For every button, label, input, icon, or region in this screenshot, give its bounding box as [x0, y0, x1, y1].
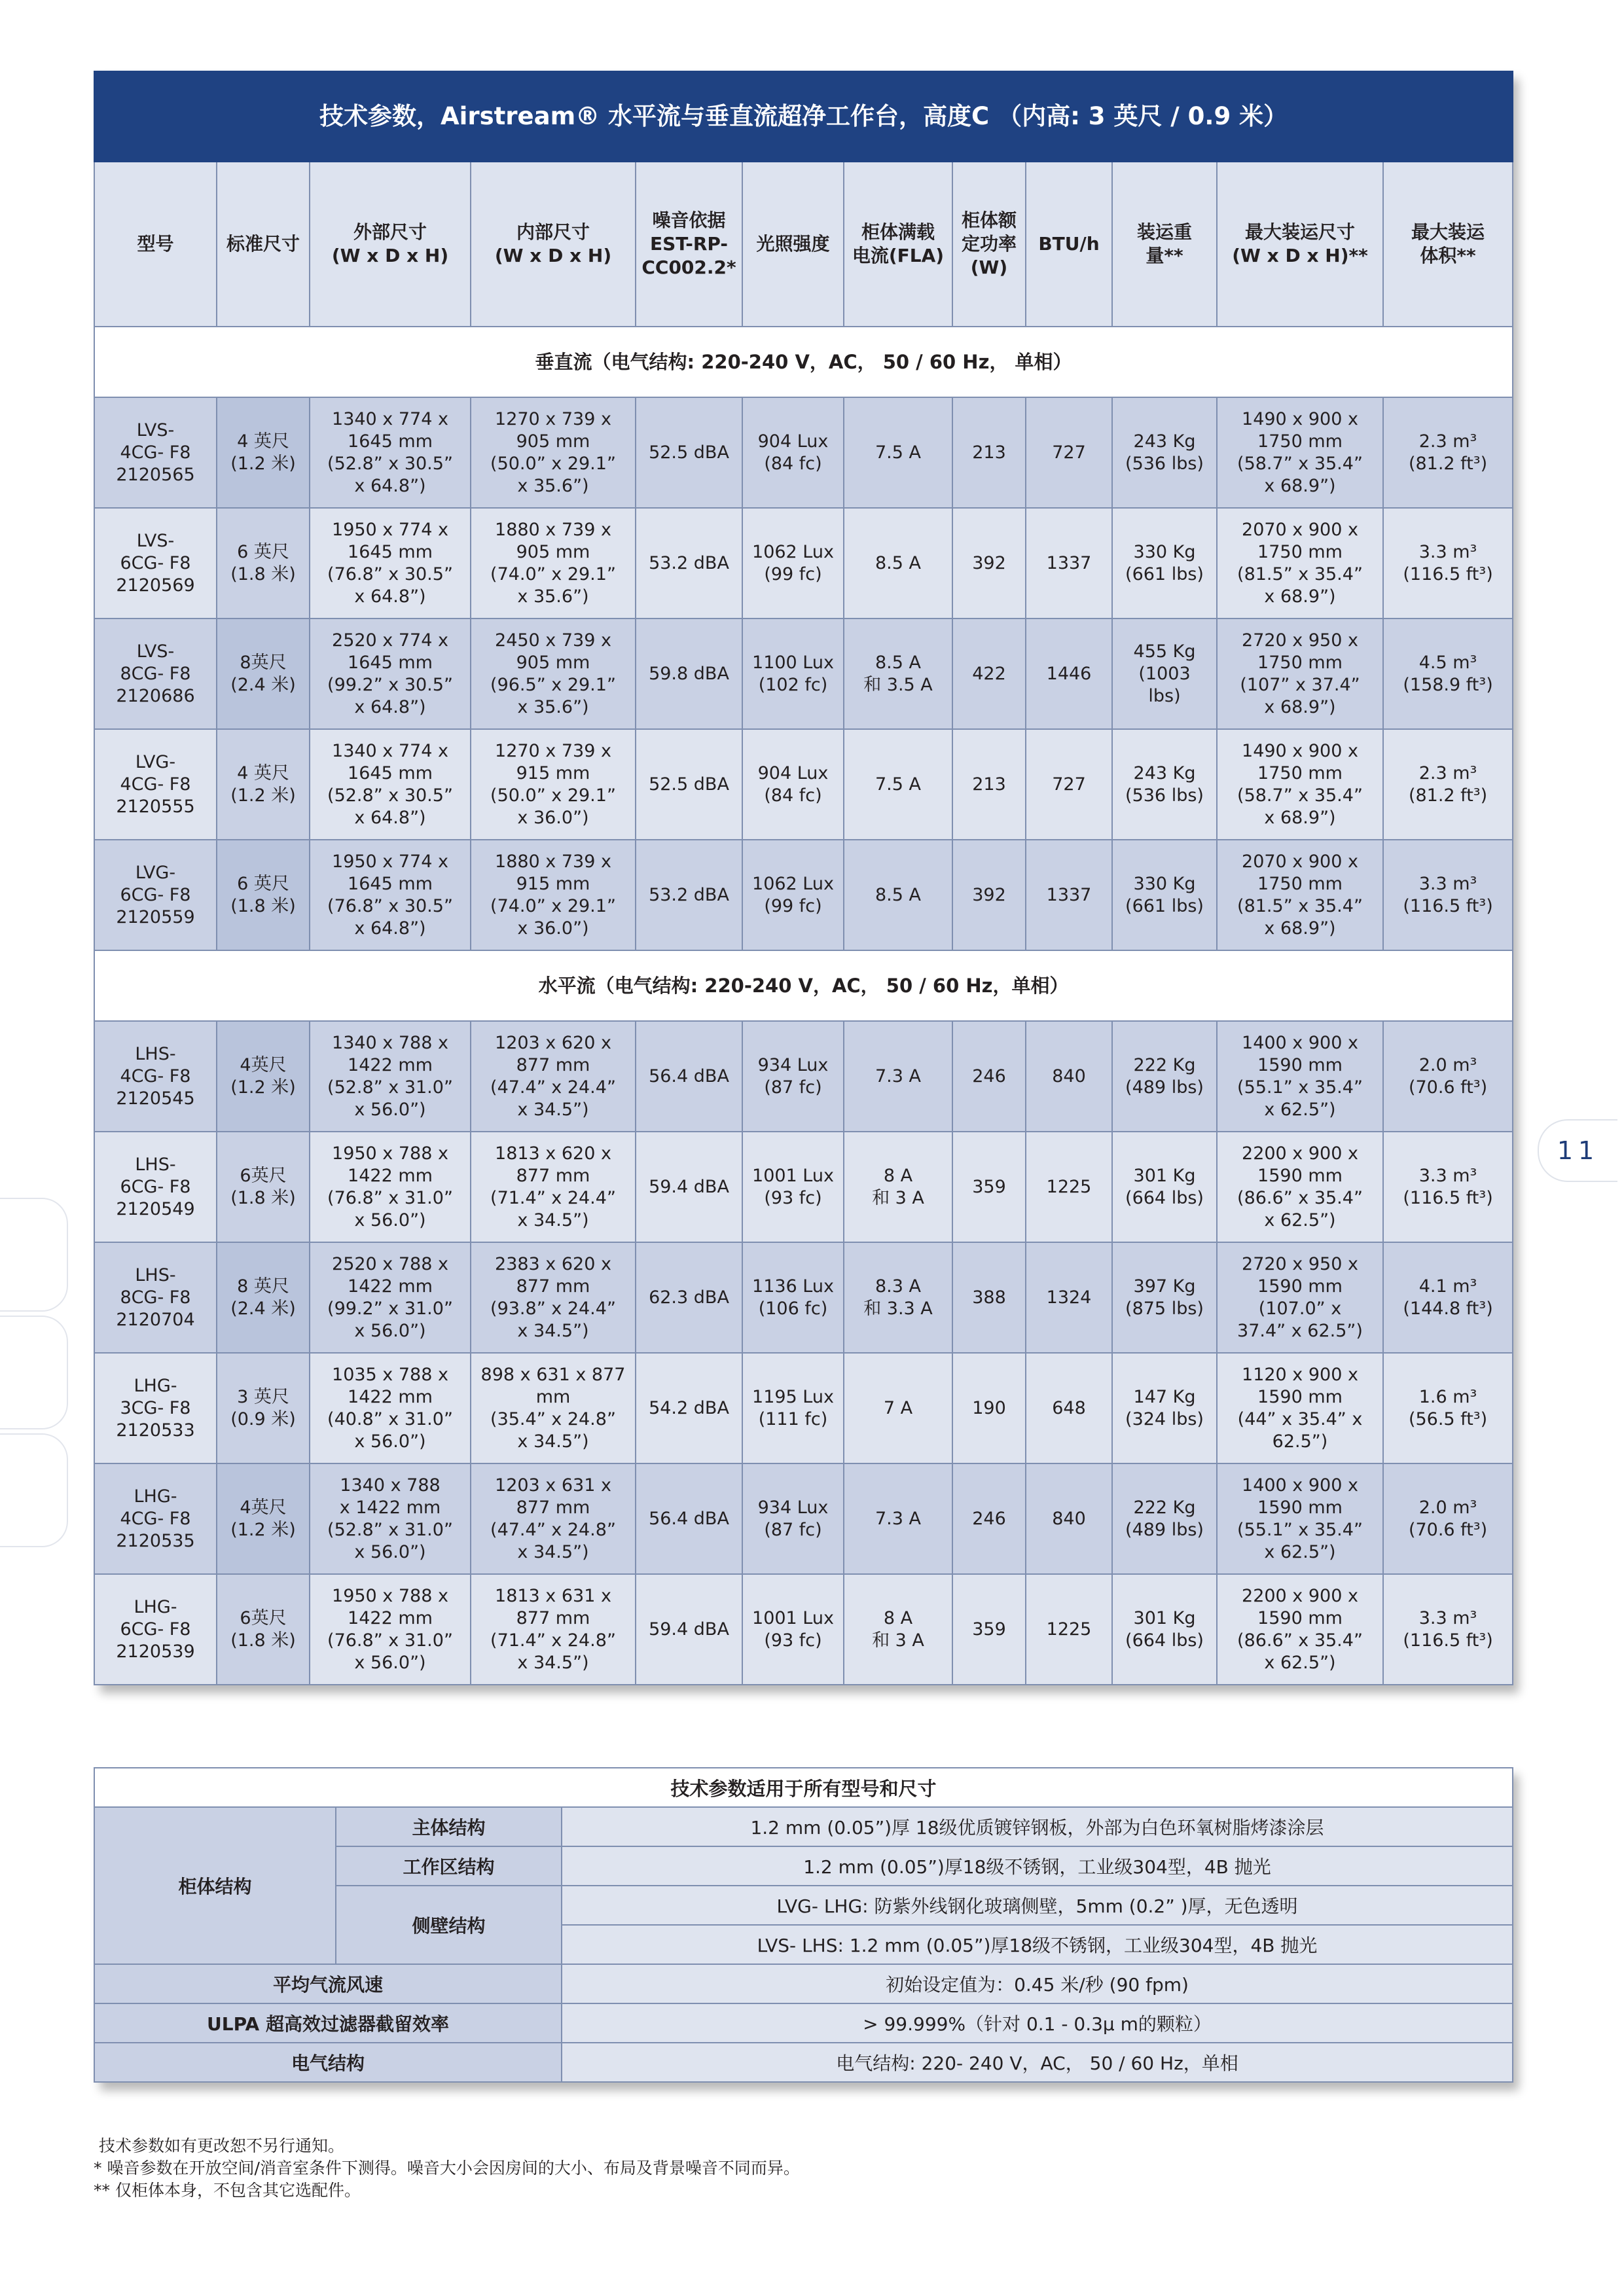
table-cell: 330 Kg (661 lbs) — [1112, 840, 1217, 950]
table-cell: 648 — [1026, 1353, 1112, 1463]
table-cell: 147 Kg (324 lbs) — [1112, 1353, 1217, 1463]
side-wall-value-steel: LVS- LHS: 1.2 mm (0.05”)厚18级不锈钢，工业级304型，4B 抛光 — [562, 1925, 1513, 1964]
table-cell: 59.4 dBA — [636, 1132, 742, 1242]
table-cell: 1100 Lux (102 fc) — [742, 619, 844, 729]
table-cell: 422 — [952, 619, 1026, 729]
table-cell: 1340 x 788 x 1422 mm (52.8” x 31.0” x 56.0”) — [310, 1021, 471, 1132]
table-cell: 1490 x 900 x 1750 mm (58.7” x 35.4” x 68.9”) — [1217, 397, 1383, 508]
table-cell: 7.3 A — [844, 1021, 952, 1132]
model-cell: LHS- 4CG- F8 2120545 — [94, 1021, 217, 1132]
table-cell: 52.5 dBA — [636, 729, 742, 840]
table-cell: 1120 x 900 x 1590 mm (44” x 35.4” x 62.5”) — [1217, 1353, 1383, 1463]
table-cell: 4.1 m³ (144.8 ft³) — [1383, 1242, 1513, 1353]
table-cell: 1880 x 739 x 915 mm (74.0” x 29.1” x 36.0”) — [471, 840, 636, 950]
section-title: 水平流（电气结构: 220-240 V，AC， 50 / 60 Hz，单相） — [94, 950, 1513, 1021]
table-cell: 7.3 A — [844, 1463, 952, 1574]
table-cell: 1337 — [1026, 840, 1112, 950]
table-cell: 243 Kg (536 lbs) — [1112, 397, 1217, 508]
table-cell: 455 Kg (1003 lbs) — [1112, 619, 1217, 729]
column-header: 装运重 量** — [1112, 162, 1217, 327]
column-header: 柜体满载 电流(FLA) — [844, 162, 952, 327]
column-header: 内部尺寸 (W x D x H) — [471, 162, 636, 327]
table-cell: 2383 x 620 x 877 mm (93.8” x 24.4” x 34.5”) — [471, 1242, 636, 1353]
table-cell: 52.5 dBA — [636, 397, 742, 508]
table-cell: 1001 Lux (93 fc) — [742, 1574, 844, 1685]
model-cell: LHG- 6CG- F8 2120539 — [94, 1574, 217, 1685]
decorative-shape — [0, 1433, 68, 1547]
table-cell: 2200 x 900 x 1590 mm (86.6” x 35.4” x 62.5”) — [1217, 1574, 1383, 1685]
table-cell: 7.5 A — [844, 397, 952, 508]
table-cell: 4英尺 (1.2 米) — [217, 1463, 310, 1574]
table-cell: 2.3 m³ (81.2 ft³) — [1383, 729, 1513, 840]
electrical-value: 电气结构: 220- 240 V，AC， 50 / 60 Hz，单相 — [562, 2043, 1513, 2082]
table-cell: 8 A 和 3 A — [844, 1132, 952, 1242]
table-cell: 6英尺 (1.8 米) — [217, 1132, 310, 1242]
spec-title: 技术参数适用于所有型号和尺寸 — [94, 1768, 1513, 1807]
table-cell: 3.3 m³ (116.5 ft³) — [1383, 508, 1513, 619]
table-cell: 2520 x 788 x 1422 mm (99.2” x 31.0” x 56.0”) — [310, 1242, 471, 1353]
table-cell: 8.5 A 和 3.5 A — [844, 619, 952, 729]
main-structure-label: 主体结构 — [336, 1807, 562, 1846]
table-cell: 1813 x 620 x 877 mm (71.4” x 24.4” x 34.5”) — [471, 1132, 636, 1242]
table-cell: 727 — [1026, 397, 1112, 508]
table-cell: 1340 x 774 x 1645 mm (52.8” x 30.5” x 64.8”) — [310, 397, 471, 508]
table-cell: 301 Kg (664 lbs) — [1112, 1132, 1217, 1242]
table-cell: 1324 — [1026, 1242, 1112, 1353]
table-cell: 53.2 dBA — [636, 508, 742, 619]
table-cell: 246 — [952, 1021, 1026, 1132]
airflow-label: 平均气流风速 — [94, 1964, 562, 2003]
table-cell: 1950 x 788 x 1422 mm (76.8” x 31.0” x 56.0”) — [310, 1574, 471, 1685]
column-header: 型号 — [94, 162, 217, 327]
table-cell: 8.3 A 和 3.3 A — [844, 1242, 952, 1353]
table-row — [94, 619, 1513, 729]
decorative-shape — [0, 1198, 68, 1312]
main-structure-value: 1.2 mm (0.05”)厚 18级优质镀锌钢板，外部为白色环氧树脂烤漆涂层 — [562, 1807, 1513, 1846]
table-cell: 359 — [952, 1574, 1026, 1685]
table-row — [94, 1574, 1513, 1685]
table-row — [94, 729, 1513, 840]
table-cell: 1035 x 788 x 1422 mm (40.8” x 31.0” x 56.0”) — [310, 1353, 471, 1463]
table-cell: 1203 x 631 x 877 mm (47.4” x 24.8” x 34.5”) — [471, 1463, 636, 1574]
table-cell: 59.8 dBA — [636, 619, 742, 729]
table-cell: 392 — [952, 508, 1026, 619]
table-cell: 8.5 A — [844, 840, 952, 950]
table-cell: 1490 x 900 x 1750 mm (58.7” x 35.4” x 68.9”) — [1217, 729, 1383, 840]
table-cell: 2720 x 950 x 1750 mm (107” x 37.4” x 68.9”) — [1217, 619, 1383, 729]
ulpa-value: > 99.999%（针对 0.1 - 0.3μ m的颗粒） — [562, 2003, 1513, 2043]
table-row — [94, 840, 1513, 950]
table-row — [94, 1242, 1513, 1353]
main-spec-table — [94, 71, 1512, 1685]
table-title: 技术参数，Airstream® 水平流与垂直流超净工作台，高度C （内高: 3 英尺 / 0.9 米） — [94, 71, 1513, 162]
table-cell: 213 — [952, 729, 1026, 840]
column-header: BTU/h — [1026, 162, 1112, 327]
table-cell: 2.0 m³ (70.6 ft³) — [1383, 1021, 1513, 1132]
table-cell: 2520 x 774 x 1645 mm (99.2” x 30.5” x 64.8”) — [310, 619, 471, 729]
table-cell: 1225 — [1026, 1132, 1112, 1242]
table-cell: 6英尺 (1.8 米) — [217, 1574, 310, 1685]
table-cell: 1340 x 788 x 1422 mm (52.8” x 31.0” x 56.0”) — [310, 1463, 471, 1574]
model-cell: LVG- 6CG- F8 2120559 — [94, 840, 217, 950]
table-cell: 1062 Lux (99 fc) — [742, 508, 844, 619]
table-cell: 840 — [1026, 1463, 1112, 1574]
table-cell: 1225 — [1026, 1574, 1112, 1685]
column-header: 最大装运 体积** — [1383, 162, 1513, 327]
table-row — [94, 1463, 1513, 1574]
side-wall-value-glass: LVG- LHG: 防紫外线钢化玻璃侧壁，5mm (0.2” )厚，无色透明 — [562, 1886, 1513, 1925]
table-cell: 8 英尺 (2.4 米) — [217, 1242, 310, 1353]
table-cell: 2070 x 900 x 1750 mm (81.5” x 35.4” x 68.9”) — [1217, 840, 1383, 950]
table-cell: 6 英尺 (1.8 米) — [217, 508, 310, 619]
section-title: 垂直流（电气结构: 220-240 V，AC， 50 / 60 Hz， 单相） — [94, 327, 1513, 397]
table-cell: 904 Lux (84 fc) — [742, 397, 844, 508]
table-cell: 56.4 dBA — [636, 1463, 742, 1574]
table-cell: 3.3 m³ (116.5 ft³) — [1383, 840, 1513, 950]
table-cell: 190 — [952, 1353, 1026, 1463]
table-cell: 59.4 dBA — [636, 1574, 742, 1685]
footnote: ** 仅柜体本身，不包含其它选配件。 — [94, 2181, 361, 2200]
table-cell: 1270 x 739 x 905 mm (50.0” x 29.1” x 35.6”) — [471, 397, 636, 508]
table-cell: 54.2 dBA — [636, 1353, 742, 1463]
table-cell: 934 Lux (87 fc) — [742, 1021, 844, 1132]
table-cell: 1203 x 620 x 877 mm (47.4” x 24.4” x 34.5”) — [471, 1021, 636, 1132]
table-cell: 934 Lux (87 fc) — [742, 1463, 844, 1574]
ulpa-label: ULPA 超高效过滤器截留效率 — [94, 2003, 562, 2043]
table-cell: 246 — [952, 1463, 1026, 1574]
model-cell: LHG- 4CG- F8 2120535 — [94, 1463, 217, 1574]
page-number: 11 — [1538, 1119, 1617, 1182]
table-row — [94, 1021, 1513, 1132]
table-cell: 2450 x 739 x 905 mm (96.5” x 29.1” x 35.6”) — [471, 619, 636, 729]
table-cell: 56.4 dBA — [636, 1021, 742, 1132]
general-spec-table — [94, 1767, 1512, 2083]
table-cell: 1001 Lux (93 fc) — [742, 1132, 844, 1242]
table-cell: 4 英尺 (1.2 米) — [217, 397, 310, 508]
column-header: 柜体额 定功率 (W) — [952, 162, 1026, 327]
table-cell: 1136 Lux (106 fc) — [742, 1242, 844, 1353]
section-row — [94, 950, 1513, 1021]
footnote: 技术参数如有更改恕不另行通知。 — [94, 2136, 344, 2155]
table-cell: 3.3 m³ (116.5 ft³) — [1383, 1132, 1513, 1242]
model-cell: LHS- 6CG- F8 2120549 — [94, 1132, 217, 1242]
decorative-shape — [0, 1316, 68, 1429]
table-cell: 8英尺 (2.4 米) — [217, 619, 310, 729]
table-cell: 2720 x 950 x 1590 mm (107.0” x 37.4” x 62.5”) — [1217, 1242, 1383, 1353]
table-cell: 8.5 A — [844, 508, 952, 619]
table-cell: 1400 x 900 x 1590 mm (55.1” x 35.4” x 62.5”) — [1217, 1021, 1383, 1132]
side-wall-label: 侧壁结构 — [336, 1886, 562, 1964]
table-cell: 1950 x 788 x 1422 mm (76.8” x 31.0” x 56.0”) — [310, 1132, 471, 1242]
footnote: * 噪音参数在开放空间/消音室条件下测得。噪音大小会因房间的大小、布局及背景噪音不同而异。 — [94, 2159, 800, 2178]
section-row — [94, 327, 1513, 397]
column-header: 光照强度 — [742, 162, 844, 327]
model-cell: LVS- 6CG- F8 2120569 — [94, 508, 217, 619]
table-cell: 6 英尺 (1.8 米) — [217, 840, 310, 950]
table-cell: 213 — [952, 397, 1026, 508]
table-cell: 301 Kg (664 lbs) — [1112, 1574, 1217, 1685]
main-table — [94, 71, 1513, 1685]
table-cell: 727 — [1026, 729, 1112, 840]
work-zone-value: 1.2 mm (0.05”)厚18级不锈钢，工业级304型，4B 抛光 — [562, 1846, 1513, 1886]
airflow-value: 初始设定值为：0.45 米/秒 (90 fpm) — [562, 1964, 1513, 2003]
table-cell: 1813 x 631 x 877 mm (71.4” x 24.8” x 34.5”) — [471, 1574, 636, 1685]
table-cell: 4 英尺 (1.2 米) — [217, 729, 310, 840]
table-cell: 898 x 631 x 877 mm (35.4” x 24.8” x 34.5”) — [471, 1353, 636, 1463]
column-header: 噪音依据 EST-RP- CC002.2* — [636, 162, 742, 327]
table-row — [94, 1132, 1513, 1242]
table-cell: 1062 Lux (99 fc) — [742, 840, 844, 950]
table-row — [94, 508, 1513, 619]
table-cell: 222 Kg (489 lbs) — [1112, 1463, 1217, 1574]
column-header: 最大装运尺寸 (W x D x H)** — [1217, 162, 1383, 327]
spec-table — [94, 1767, 1513, 2083]
table-cell: 2070 x 900 x 1750 mm (81.5” x 35.4” x 68.9”) — [1217, 508, 1383, 619]
table-cell: 1950 x 774 x 1645 mm (76.8” x 30.5” x 64.8”) — [310, 508, 471, 619]
table-cell: 1195 Lux (111 fc) — [742, 1353, 844, 1463]
table-cell: 3 英尺 (0.9 米) — [217, 1353, 310, 1463]
header-row — [94, 162, 1513, 327]
table-cell: 2.3 m³ (81.2 ft³) — [1383, 397, 1513, 508]
table-cell: 1880 x 739 x 905 mm (74.0” x 29.1” x 35.6”) — [471, 508, 636, 619]
table-cell: 4.5 m³ (158.9 ft³) — [1383, 619, 1513, 729]
table-cell: 222 Kg (489 lbs) — [1112, 1021, 1217, 1132]
table-cell: 1270 x 739 x 915 mm (50.0” x 29.1” x 36.0”) — [471, 729, 636, 840]
table-cell: 2200 x 900 x 1590 mm (86.6” x 35.4” x 62.5”) — [1217, 1132, 1383, 1242]
model-cell: LHG- 3CG- F8 2120533 — [94, 1353, 217, 1463]
table-cell: 4英尺 (1.2 米) — [217, 1021, 310, 1132]
table-cell: 397 Kg (875 lbs) — [1112, 1242, 1217, 1353]
table-cell: 1340 x 774 x 1645 mm (52.8” x 30.5” x 64.8”) — [310, 729, 471, 840]
model-cell: LHS- 8CG- F8 2120704 — [94, 1242, 217, 1353]
model-cell: LVS- 4CG- F8 2120565 — [94, 397, 217, 508]
table-cell: 53.2 dBA — [636, 840, 742, 950]
table-cell: 359 — [952, 1132, 1026, 1242]
table-cell: 1950 x 774 x 1645 mm (76.8” x 30.5” x 64.8”) — [310, 840, 471, 950]
table-cell: 840 — [1026, 1021, 1112, 1132]
table-cell: 1400 x 900 x 1590 mm (55.1” x 35.4” x 62.5”) — [1217, 1463, 1383, 1574]
table-cell: 7 A — [844, 1353, 952, 1463]
table-cell: 330 Kg (661 lbs) — [1112, 508, 1217, 619]
column-header: 外部尺寸 (W x D x H) — [310, 162, 471, 327]
table-cell: 388 — [952, 1242, 1026, 1353]
footnotes — [94, 2135, 800, 2202]
cabinet-label: 柜体结构 — [94, 1807, 336, 1964]
table-cell: 2.0 m³ (70.6 ft³) — [1383, 1463, 1513, 1574]
table-cell: 392 — [952, 840, 1026, 950]
table-cell: 62.3 dBA — [636, 1242, 742, 1353]
table-cell: 1446 — [1026, 619, 1112, 729]
table-cell: 1.6 m³ (56.5 ft³) — [1383, 1353, 1513, 1463]
model-cell: LVS- 8CG- F8 2120686 — [94, 619, 217, 729]
table-cell: 7.5 A — [844, 729, 952, 840]
table-row — [94, 397, 1513, 508]
table-row — [94, 1353, 1513, 1463]
table-cell: 904 Lux (84 fc) — [742, 729, 844, 840]
table-cell: 243 Kg (536 lbs) — [1112, 729, 1217, 840]
model-cell: LVG- 4CG- F8 2120555 — [94, 729, 217, 840]
electrical-label: 电气结构 — [94, 2043, 562, 2082]
table-cell: 3.3 m³ (116.5 ft³) — [1383, 1574, 1513, 1685]
work-zone-label: 工作区结构 — [336, 1846, 562, 1886]
column-header: 标准尺寸 — [217, 162, 310, 327]
table-cell: 1337 — [1026, 508, 1112, 619]
table-cell: 8 A 和 3 A — [844, 1574, 952, 1685]
